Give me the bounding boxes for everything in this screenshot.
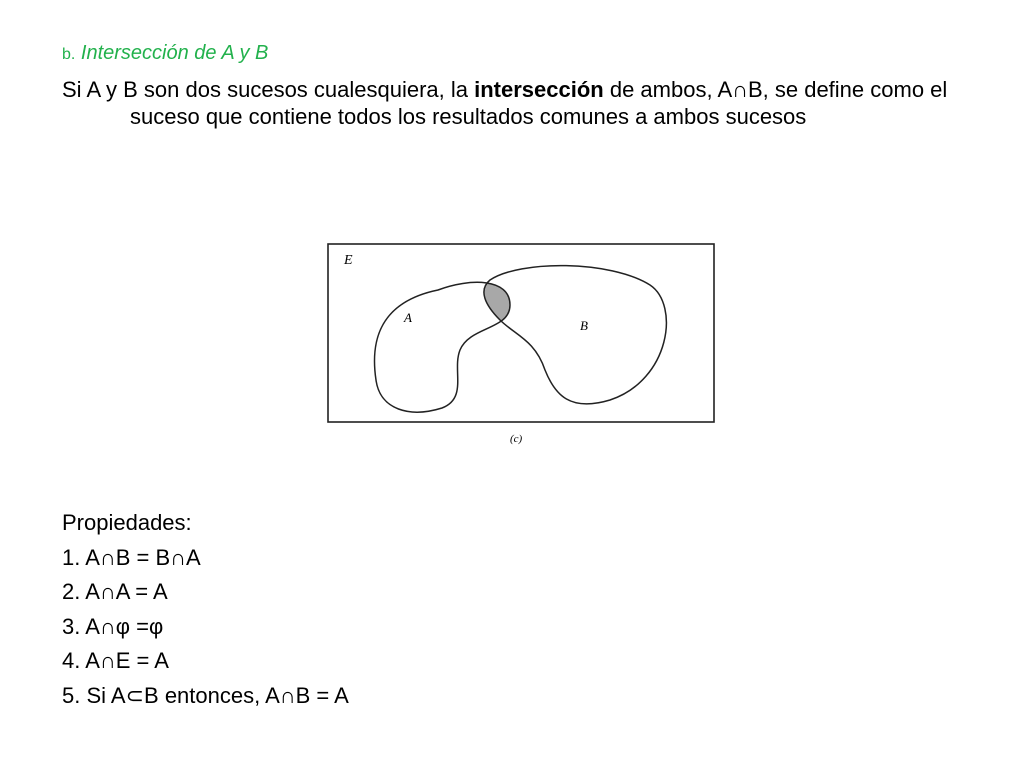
property-item: 4. A∩E = A xyxy=(62,648,169,673)
definition-term: intersección xyxy=(474,77,604,102)
definition-text-after: de ambos, A∩B, se define como el suceso que contiene todos los resultados comunes a ambos sucesos xyxy=(130,77,948,129)
set-b-label: B xyxy=(580,318,588,333)
section-heading xyxy=(62,40,268,68)
set-a-label: A xyxy=(404,310,412,325)
property-item: 5. Si A⊂B entonces, A∩B = A xyxy=(62,682,349,708)
heading-prefix: b. xyxy=(62,46,76,63)
properties-list xyxy=(62,506,349,713)
property-item: 1. A∩B = B∩A xyxy=(62,544,201,570)
definition-paragraph xyxy=(62,76,1010,130)
property-item: 3. A∩φ =φ xyxy=(62,613,164,639)
set-b-outline xyxy=(484,266,666,404)
universe-label: E xyxy=(344,253,353,268)
figure-caption: (c) xyxy=(510,433,523,445)
properties-title: Propiedades: xyxy=(62,510,192,535)
venn-diagram xyxy=(320,230,730,460)
heading-title: Intersección de A y B xyxy=(75,42,269,64)
universe-rectangle xyxy=(328,244,714,422)
property-item: 2. A∩A = A xyxy=(62,579,168,604)
definition-text-before: Si A y B son dos sucesos cualesquiera, la xyxy=(62,77,475,102)
